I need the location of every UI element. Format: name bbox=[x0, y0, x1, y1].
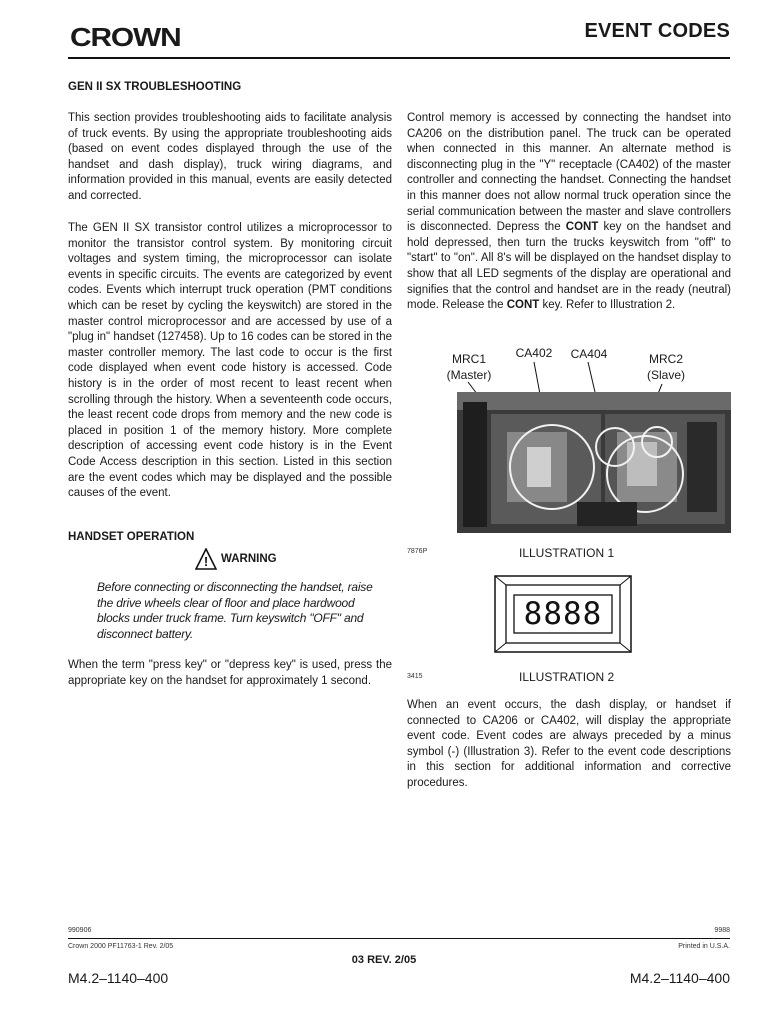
warning-label: WARNING bbox=[221, 553, 277, 565]
cont-key-label: CONT bbox=[565, 221, 599, 234]
crown-logo: CROWN bbox=[70, 22, 181, 52]
callout-mrc1-label: MRC1 bbox=[451, 352, 486, 366]
page-title: EVENT CODES bbox=[584, 20, 730, 42]
illustration-1-caption: ILLUSTRATION 1 bbox=[519, 546, 615, 560]
illustration-2-caption: ILLUSTRATION 2 bbox=[519, 670, 615, 684]
press-key-paragraph: When the term "press key" or "depress key" is used, press the appropriate key on the handset for approximately 1 second. bbox=[68, 659, 392, 687]
callout-ca402: CA402 bbox=[515, 346, 553, 360]
warning-triangle-icon bbox=[195, 548, 217, 570]
handset-display bbox=[494, 575, 632, 653]
footer-revision: 03 REV. 2/05 bbox=[351, 954, 417, 966]
footer-right-code: 9988 bbox=[714, 927, 730, 934]
svg-text:!: ! bbox=[203, 554, 209, 569]
footer-ref-right: M4.2–1140–400 bbox=[629, 970, 730, 986]
section-heading: GEN II SX TROUBLESHOOTING bbox=[68, 81, 242, 93]
event-occurs-paragraph: When an event occurs, the dash display, or handset if connected to CA206 or CA402, will display the appropriate event code. Event codes are always preceded by a minus symbol (-) (Illustration 3). Refer to the event code descriptions in this section for additional information and corrective procedures. bbox=[407, 699, 731, 789]
header-rule bbox=[68, 57, 730, 59]
control-memory-paragraph bbox=[407, 111, 731, 314]
control-paragraph: The GEN II SX transistor control utilizes a microprocessor to monitor the transistor control system. By monitoring circuit voltages and system timing, the microprocessor can isolate events in specific circuits. The events are categorized by event codes. Events which interrupt truck operation (PMT conditions which can be reset by cycling the keyswitch) are stored in the master control microprocessor and are accessed by use of a "plug in" handset (127458). Up to 16 codes can be stored in the master controller memory. The last code to occur is the first code displayed when event code history is accessed. Code history is in the order of most recent to least recent when scrolling through the history. When a seventeenth code occurs, the least recent code drops from memory and the new code is placed in position 1 of the memory history. More complete description of accessing event code history is in the Event Code Access description in this section. Listed in this section are the event codes which may be displayed and the possible causes of the event. bbox=[68, 222, 392, 500]
footer-rule bbox=[68, 938, 730, 939]
intro-paragraph: This section provides troubleshooting aids to facilitate analysis of truck events. By using the appropriate troubleshooting aids (based on event codes displayed through the use of the handset and dash display), truck wiring diagrams, and information provided in this manual, events are easily detected and corrected. bbox=[68, 112, 392, 202]
control-memory-text-a: Control memory is accessed by connecting the handset into CA206 on the distribution panel. The truck can be operated when connected in this manner. An alternate method is disconnecting plug in the "Y" receptacle (CA402) of the master controller and connecting the handset. Connecting the handset in this manner does not allow normal truck operation since the serial communication between the master and slave controllers is disconnected. Depress the bbox=[407, 112, 731, 234]
illustration-2-code: 3415 bbox=[407, 673, 423, 680]
footer-ref-left: M4.2–1140–400 bbox=[68, 970, 169, 986]
controller-photo bbox=[457, 392, 731, 533]
warning-text: Before connecting or disconnecting the handset, raise the drive wheels clear of floor and place hardwood blocks under truck frame. Turn keyswitch "OFF" and disconnect battery. bbox=[97, 580, 373, 641]
warning-box bbox=[195, 548, 277, 570]
handset-heading: HANDSET OPERATION bbox=[68, 531, 195, 543]
callout-mrc2-label: MRC2 bbox=[648, 352, 683, 366]
footer-left-code: 990906 bbox=[68, 927, 92, 934]
illustration-1-code: 7876P bbox=[407, 548, 428, 555]
callout-mrc2-sub: (Slave) bbox=[646, 368, 685, 382]
cont-key-label-2: CONT bbox=[506, 299, 540, 312]
callout-ca404: CA404 bbox=[570, 347, 608, 361]
control-memory-text-b: key on the handset and hold depressed, then turn the trucks keyswitch from "off" to "start" to "on". All 8's will be displayed on the handset display to show that all LED segments of the display are operational and signifies that the control and handset are in the ready (neutral) mode. Release the bbox=[407, 221, 731, 312]
display-digits: 8888 bbox=[523, 596, 603, 632]
footer-copyright: Crown 2000 PF11763-1 Rev. 2/05 bbox=[68, 943, 174, 950]
footer-printed: Printed in U.S.A. bbox=[678, 943, 730, 950]
callout-mrc1-sub: (Master) bbox=[446, 368, 492, 382]
control-memory-text-c: key. Refer to Illustration 2. bbox=[539, 299, 676, 312]
